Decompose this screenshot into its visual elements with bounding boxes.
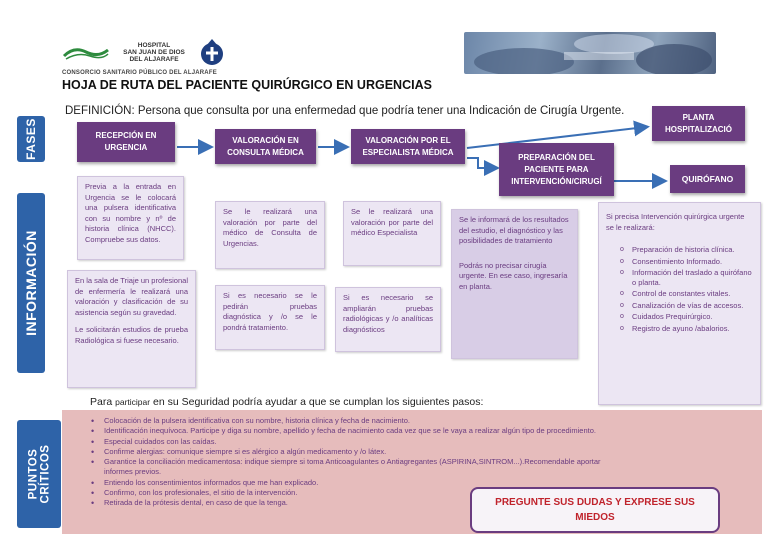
info-recepcion-triaje: En la sala de Triaje un profesional de enfermería le realizará una valoración y clasificación de su asistencia según su gravedad. Le solicitarán estudios de prueba Radiológica si fuese necesario. <box>67 270 196 388</box>
list-item: o Canalización de vías de accesos. <box>622 301 753 311</box>
hospital-seal-icon <box>198 36 226 68</box>
definition-text: DEFINICIÓN: Persona que consulta por una enfermedad que podría tener una Indicación de Cirugía Urgente. <box>65 105 625 117</box>
list-item: o Preparación de historia clínica. <box>622 245 753 255</box>
list-item: • Confirmo, con los profesionales, el sitio de la intervención. <box>86 488 758 498</box>
list-item: • Garantice la conciliación medicamentosa: indique siempre si toma Anticoagulantes o Antiagregantes (ASPIRINA,SINTROM...).Recomendable aportar <box>86 457 758 467</box>
phase-recepcion: RECEPCIÓN EN URGENCIA <box>77 122 175 162</box>
ask-questions-callout: PREGUNTE SUS DUDAS Y EXPRESE SUS MIEDOS <box>470 487 720 533</box>
phase-quirofano: QUIRÓFANO <box>670 165 745 193</box>
hospital-name: HOSPITAL SAN JUAN DE DIOS DEL ALJARAFE <box>123 42 185 63</box>
surgery-photo <box>464 32 716 74</box>
info-recepcion-pulsera: Previa a la entrada en Urgencia se le colocará una pulsera identificativa con su nombre y nº de historia clínica (NHCC). Compruebe sus datos. <box>77 176 184 260</box>
phase-planta: PLANTA HOSPITALIZACIÓ <box>652 106 745 141</box>
info-consulta-pruebas: Si es necesario se le pedirán pruebas diagnóstica y /o se le pondrá tratamiento. <box>215 285 325 350</box>
list-item: • Identificación inequívoca. Participe y diga su nombre, apellido y fecha de nacimiento cada vez que se le vaya a realizar algún tipo de procedimiento. <box>86 426 758 436</box>
intervencion-list <box>606 245 753 333</box>
phase-valoracion-consulta: VALORACIÓN EN CONSULTA MÉDICA <box>215 129 316 164</box>
participar-intro: Para participar en su Seguridad podría ayudar a que se cumplan los siguientes pasos: <box>90 396 484 408</box>
list-item: • Confirme alergias: comunique siempre si es alérgico a algún medicamento y /o látex. <box>86 447 758 457</box>
list-item: • Colocación de la pulsera identificativa con su nombre, historia clínica y fecha de nacimiento. <box>86 416 758 426</box>
phase-valoracion-especialista: VALORACIÓN POR EL ESPECIALISTA MÉDICA <box>351 129 465 164</box>
info-intervencion: Si precisa Intervención quirúrgica urgente se le realizará: o Preparación de historia clínica. o Consentimiento Informado. o Información del traslado a quirófano o planta. o Control de constantes vitales. o Canalización de vías de accesos. o Cuidados Prequirúrgico. o Registro de ayuno /abalorios. <box>598 202 761 405</box>
list-item: o Información del traslado a quirófano o planta. <box>622 268 753 287</box>
side-label-puntos-criticos: PUNTOS CRÍTICOS <box>17 420 61 528</box>
info-resultados: Se le informará de los resultados del estudio, el diagnóstico y las posibilidades de tratamiento Podrás no precisar cirugía urgente. En ese caso, ingresaría en planta. <box>451 209 578 359</box>
phase-preparacion: PREPARACIÓN DEL PACIENTE PARA INTERVENCIÓN/CIRUGÍ <box>499 143 614 196</box>
consorcio-label: CONSORCIO SANITARIO PÚBLICO DEL ALJARAFE <box>62 70 217 76</box>
list-item: o Registro de ayuno /abalorios. <box>622 324 753 334</box>
list-item: o Control de constantes vitales. <box>622 289 753 299</box>
info-especialista-valoracion: Se le realizará una valoración por parte del médico Especialista <box>343 201 441 266</box>
list-item: o Cuidados Prequirúrgico. <box>622 312 753 322</box>
list-item: informes previos. <box>104 467 162 477</box>
info-consulta-valoracion: Se le realizará una valoración por parte del médico de Consulta de Urgencias. <box>215 201 325 269</box>
list-item: • Retirada de la prótesis dental, en caso de que la tenga. <box>86 498 758 508</box>
page-title: HOJA DE RUTA DEL PACIENTE QUIRÚRGICO EN URGENCIAS <box>62 78 432 92</box>
info-especialista-pruebas: Si es necesario se ampliarán pruebas radiológicas y /o analíticas diagnósticos <box>335 287 441 352</box>
list-item: o Consentimiento Informado. <box>622 257 753 267</box>
list-item: • Entiendo los consentimientos informados que me han explicado. <box>86 478 758 488</box>
list-item: • Especial cuidados con las caídas. <box>86 437 758 447</box>
side-label-informacion: INFORMACIÓN <box>17 193 45 373</box>
side-label-fases: FASES <box>17 116 45 162</box>
junta-andalucia-logo-icon <box>62 44 110 62</box>
